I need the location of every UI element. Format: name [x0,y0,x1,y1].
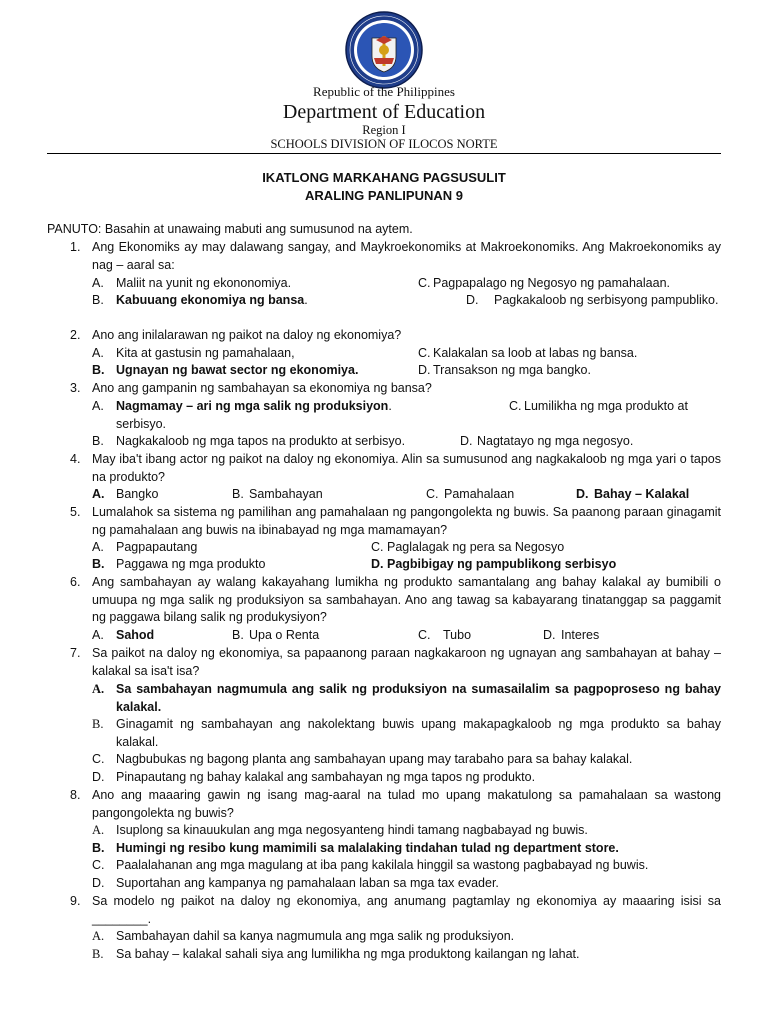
choice-text: Sa bahay – kalakal sahali siya ang lumilikha ng mga produktong kailangan ng lahat. [116,947,580,961]
exam-title: IKATLONG MARKAHANG PAGSUSULIT [262,170,506,185]
choice-letter: B. [232,628,244,642]
choice-letter: D. [92,876,105,890]
choice-text: Kita at gastusin ng pamahalaan, [116,346,295,360]
choice-letter: A. [92,540,104,554]
question-number: 3. [70,381,81,395]
choice-letter: D. [92,770,105,784]
deped-seal-icon [344,10,424,90]
choice-letter: C. [418,276,431,290]
choice-letter-answer: B. [92,363,105,377]
question-text: Sa paikot na daloy ng ekonomiya, sa papaanong paraan nagkakaroon ng ugnayan ang sambahayan at bahay – kalakal sa isa't isa? [92,646,721,678]
choice-letter: B. [92,717,104,731]
choice-letter: D. [460,434,473,448]
choice-text: Pagkakaloob ng serbisyong pampubliko. [494,293,719,307]
choice-letter: B. [92,293,104,307]
choice-text: Sambahayan dahil sa kanya nagmumula ang mga salik ng produksiyon. [116,929,515,943]
choice-suffix: . [388,399,392,413]
question-number: 9. [70,894,81,908]
question-text: Ano ang gampanin ng sambahayan sa ekonomiya ng bansa? [92,381,432,395]
choice-text: Ginagamit ng sambahayan ang nakolektang buwis upang makapagkaloob ng mga produkto sa bahay kalakal. [116,717,721,749]
choice-text-answer: Humingi ng resibo kung mamimili sa malalaking tindahan tulad ng department store. [116,841,619,855]
choice-letter: D. [466,293,479,307]
choice-text: Maliit na yunit ng ekononomiya. [116,276,292,290]
choice-text: Isuplong sa kinauukulan ang mga negosyanteng hindi tamang nagbabayad ng buwis. [116,823,588,837]
choice-letter: A. [92,929,105,943]
question-text: Sa modelo ng paikot na daloy ng ekonomiya, ang anumang pagtamlay ng ekonomiya ay maaaring isisi sa ________. [92,894,721,926]
choice-text: Upa o Renta [249,628,320,642]
choice-letter: A. [92,399,104,413]
choice-text: Pinapautang ng bahay kalakal ang sambahayan ng mga tapos ng produkto. [116,770,536,784]
choice-text: Nagtatayo ng mga negosyo. [477,434,634,448]
choice-text-answer: Bahay – Kalakal [594,487,690,501]
question-number: 1. [70,240,81,254]
choice-letter: D. [418,363,431,377]
question-number: 6. [70,575,81,589]
choice-text-answer: Ugnayan ng bawat sector ng ekonomiya. [116,363,359,377]
choice-letter: A. [92,276,104,290]
choice-text-answer: Nagmamay – ari ng mga salik ng produksiyon [116,399,389,413]
choice-letter: C. [418,628,431,642]
choice-letter: C. [418,346,431,360]
choice-text: Interes [561,628,600,642]
choice-letter: D. [543,628,556,642]
choice-letter: A. [92,487,105,501]
choice-text: Tubo [443,628,472,642]
choice-letter: B. [92,557,105,571]
choice-text: Suportahan ang kampanya ng pamahalaan laban sa mga tax evader. [116,876,499,890]
choice-letter: C. [426,487,439,501]
choice-text: Sambahayan [249,487,323,501]
choice-letter: C. [509,399,522,413]
choice-letter-answer: D. [576,487,589,501]
question-text: Lumalahok sa sistema ng pamilihan ang pamahalaan ng pangongolekta ng buwis. Sa paanong paraan ginagamit ng pamahalaan ang buwis na ibinabayad ng mga mamamayan? [92,505,721,537]
choice-text: Paalalahanan ang mga magulang at iba pang kakilala hinggil sa wastong pagbabayad ng buwis. [116,858,649,872]
question-number: 8. [70,788,81,802]
choice-text: Pagpapalago ng Negosyo ng pamahalaan. [433,276,670,290]
choice-text-answer: Sa sambahayan nagmumula ang salik ng produksiyon na sumasailalim sa pagpoproseso ng bahay kalakal. [116,682,721,714]
choice-text: Lumilikha ng mga produkto at serbisyo. [116,399,688,431]
choice-text-answer: Kabuuang ekonomiya ng bansa [116,293,305,307]
choice-letter: A. [92,346,104,360]
choice-text: Transakson ng mga bangko. [433,363,591,377]
choice-text: Nagkakaloob ng mga tapos na produkto at serbisyo. [116,434,406,448]
choice-letter: B. [92,434,104,448]
choice-letter: A. [92,823,105,837]
header-divider [47,153,721,154]
choice-text-answer: Sahod [116,628,155,642]
choice-letter-answer: B. [92,841,105,855]
question-number: 5. [70,505,81,519]
question-text: Ang sambahayan ay walang kakayahang lumikha ng produkto samantalang ang bahay kalakal ay bumibili o umuupa ng mga salik ng produksiyon sa sambahayan. Ano ang tawag sa kabayarang tinatanggap sa paggamit ng paggawa bilang salik ng produkysiyon? [92,575,721,624]
question-text: Ano ang maaaring gawin ng isang mag-aaral na tulad mo upang makatulong sa pamahalaan sa wastong pangongolekta ng buwis? [92,788,721,820]
question-text: May iba't ibang actor ng paikot na daloy ng ekonomiya. Alin sa sumusunod ang nagkakaloob ng mga yari o tapos na produkto? [92,452,721,484]
choice-text: Nagbubukas ng bagong planta ang sambahayan upang may tarabaho para sa bahay kalakal. [116,752,633,766]
question-number: 4. [70,452,81,466]
choice-letter: C. [92,858,105,872]
exam-subject: ARALING PANLIPUNAN 9 [305,188,463,203]
choice-letter: C. [92,752,105,766]
choice-letter: A. [92,628,104,642]
choice-text: Kalakalan sa loob at labas ng bansa. [433,346,638,360]
choice-text: Pamahalaan [444,487,515,501]
choice-text-answer: Pagbibigay ng pampublikong serbisyo [387,557,617,571]
question-number: 2. [70,328,81,342]
question-text: Ang Ekonomiks ay may dalawang sangay, and Maykroekonomiks at Makroekonomiks. Ang Makroekonomiks ay nag – aaral sa: [92,240,721,272]
choice-letter: B. [232,487,244,501]
republic-line: Republic of the Philippines [313,84,455,99]
choice-text: Paggawa ng mga produkto [116,557,266,571]
instructions: PANUTO: Basahin at unawaing mabuti ang sumusunod na aytem. [47,222,413,236]
question-text: Ano ang inilalarawan ng paikot na daloy ng ekonomiya? [92,328,402,342]
choice-letter: B. [92,947,104,961]
choice-letter-answer: D. [371,557,384,571]
choice-text: Paglalagak ng pera sa Negosyo [387,540,565,554]
choice-text: Bangko [116,487,159,501]
department-line: Department of Education [282,101,486,123]
question-number: 7. [70,646,81,660]
region-line: Region I [362,123,406,137]
division-line: SCHOOLS DIVISION OF ILOCOS NORTE [270,137,498,151]
choice-letter-answer: A. [92,682,105,696]
choice-suffix: . [304,293,308,307]
choice-text: Pagpapautang [116,540,198,554]
choice-letter: C. [371,540,384,554]
